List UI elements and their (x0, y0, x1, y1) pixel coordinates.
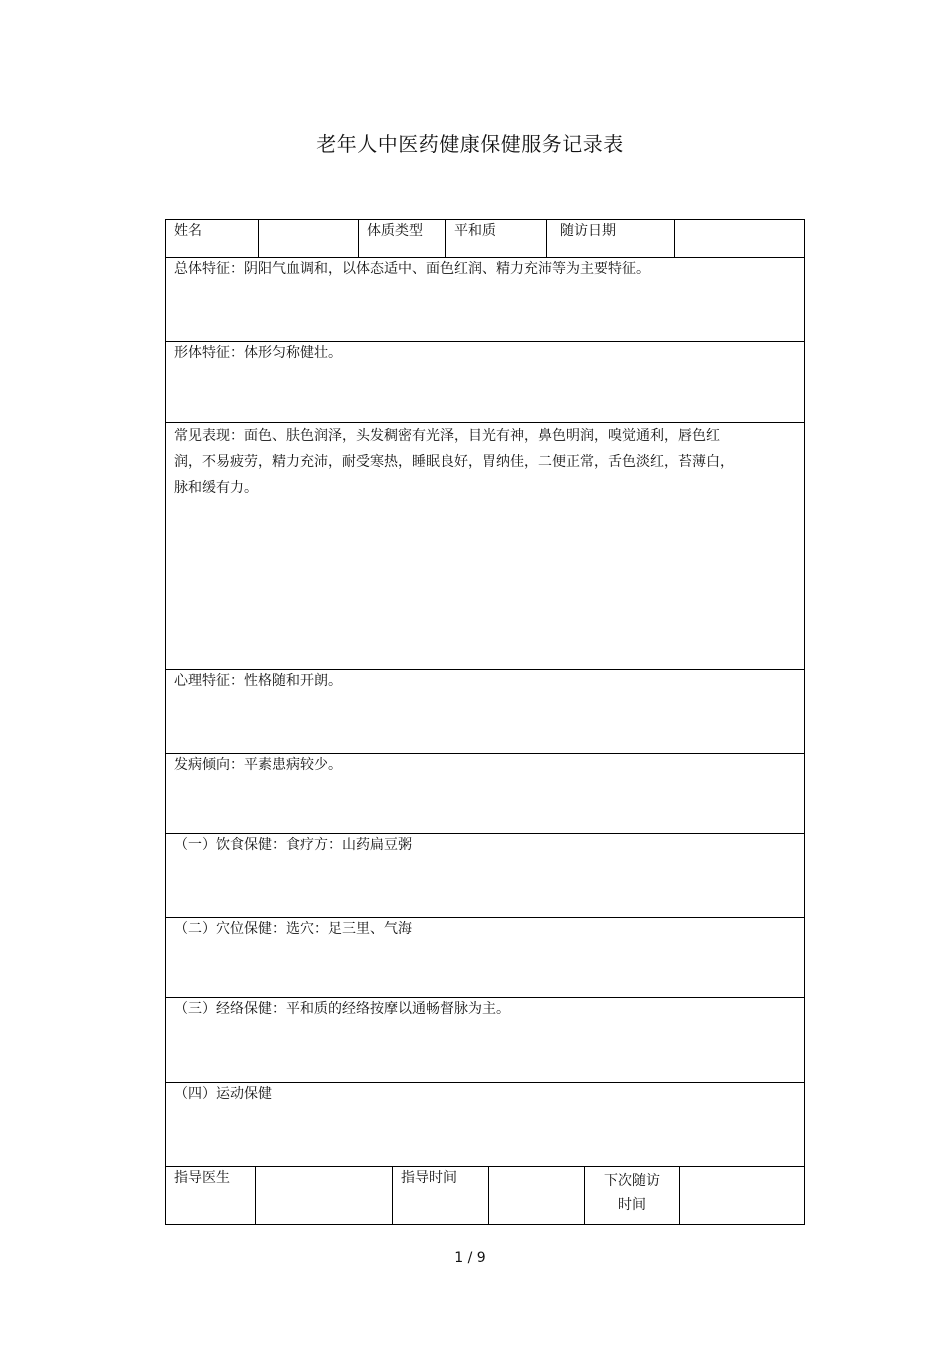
exercise-text: （四）运动保健 (174, 1086, 272, 1102)
guidance-time-field[interactable] (489, 1167, 585, 1224)
meridian-row (166, 998, 804, 1083)
diet-text: （一）饮食保健：食疗方：山药扁豆粥 (174, 837, 412, 853)
visit-date-label: 随访日期 (547, 220, 675, 257)
exercise-row (166, 1083, 804, 1167)
constitution-field[interactable]: 平和质 (446, 220, 547, 257)
doctor-field[interactable] (256, 1167, 393, 1224)
record-form (165, 219, 805, 1225)
name-field[interactable] (259, 220, 359, 257)
body-shape-row (166, 342, 804, 423)
psychology-text: 心理特征：性格随和开朗。 (174, 673, 342, 689)
next-visit-label-line1: 下次随访 (604, 1173, 660, 1189)
overall-row (166, 258, 804, 342)
acupoint-text: （二）穴位保健：选穴：足三里、气海 (174, 921, 412, 937)
doctor-label: 指导医生 (166, 1167, 256, 1224)
next-visit-label-line2: 时间 (618, 1197, 646, 1213)
common-signs-row (166, 423, 804, 670)
next-visit-field[interactable] (680, 1167, 804, 1224)
psychology-row (166, 670, 804, 754)
overall-text: 总体特征：阴阳气血调和，以体态适中、面色红润、精力充沛等为主要特征。 (174, 261, 650, 277)
constitution-label: 体质类型 (359, 220, 446, 257)
name-label: 姓名 (166, 220, 259, 257)
guidance-time-label: 指导时间 (393, 1167, 489, 1224)
acupoint-row (166, 918, 804, 998)
diet-row (166, 834, 804, 918)
disease-tendency-text: 发病倾向：平素患病较少。 (174, 757, 342, 773)
header-row (166, 220, 804, 258)
visit-date-field[interactable] (675, 220, 804, 257)
page-title: 老年人中医药健康保健服务记录表 (316, 132, 624, 156)
footer-row (166, 1167, 804, 1224)
disease-tendency-row (166, 754, 804, 834)
meridian-text: （三）经络保健：平和质的经络按摩以通畅督脉为主。 (174, 1001, 510, 1017)
next-visit-label (585, 1167, 680, 1224)
page-indicator: 1 / 9 (454, 1250, 486, 1266)
common-signs-text: 常见表现：面色、肤色润泽，头发稠密有光泽，目光有神，鼻色明润，嗅觉通利，唇色红润，不易疲劳，精力充沛，耐受寒热，睡眠良好，胃纳佳，二便正常，舌色淡红，苔薄白，脉和缓有力。 (174, 428, 734, 496)
body-shape-text: 形体特征：体形匀称健壮。 (174, 345, 342, 361)
